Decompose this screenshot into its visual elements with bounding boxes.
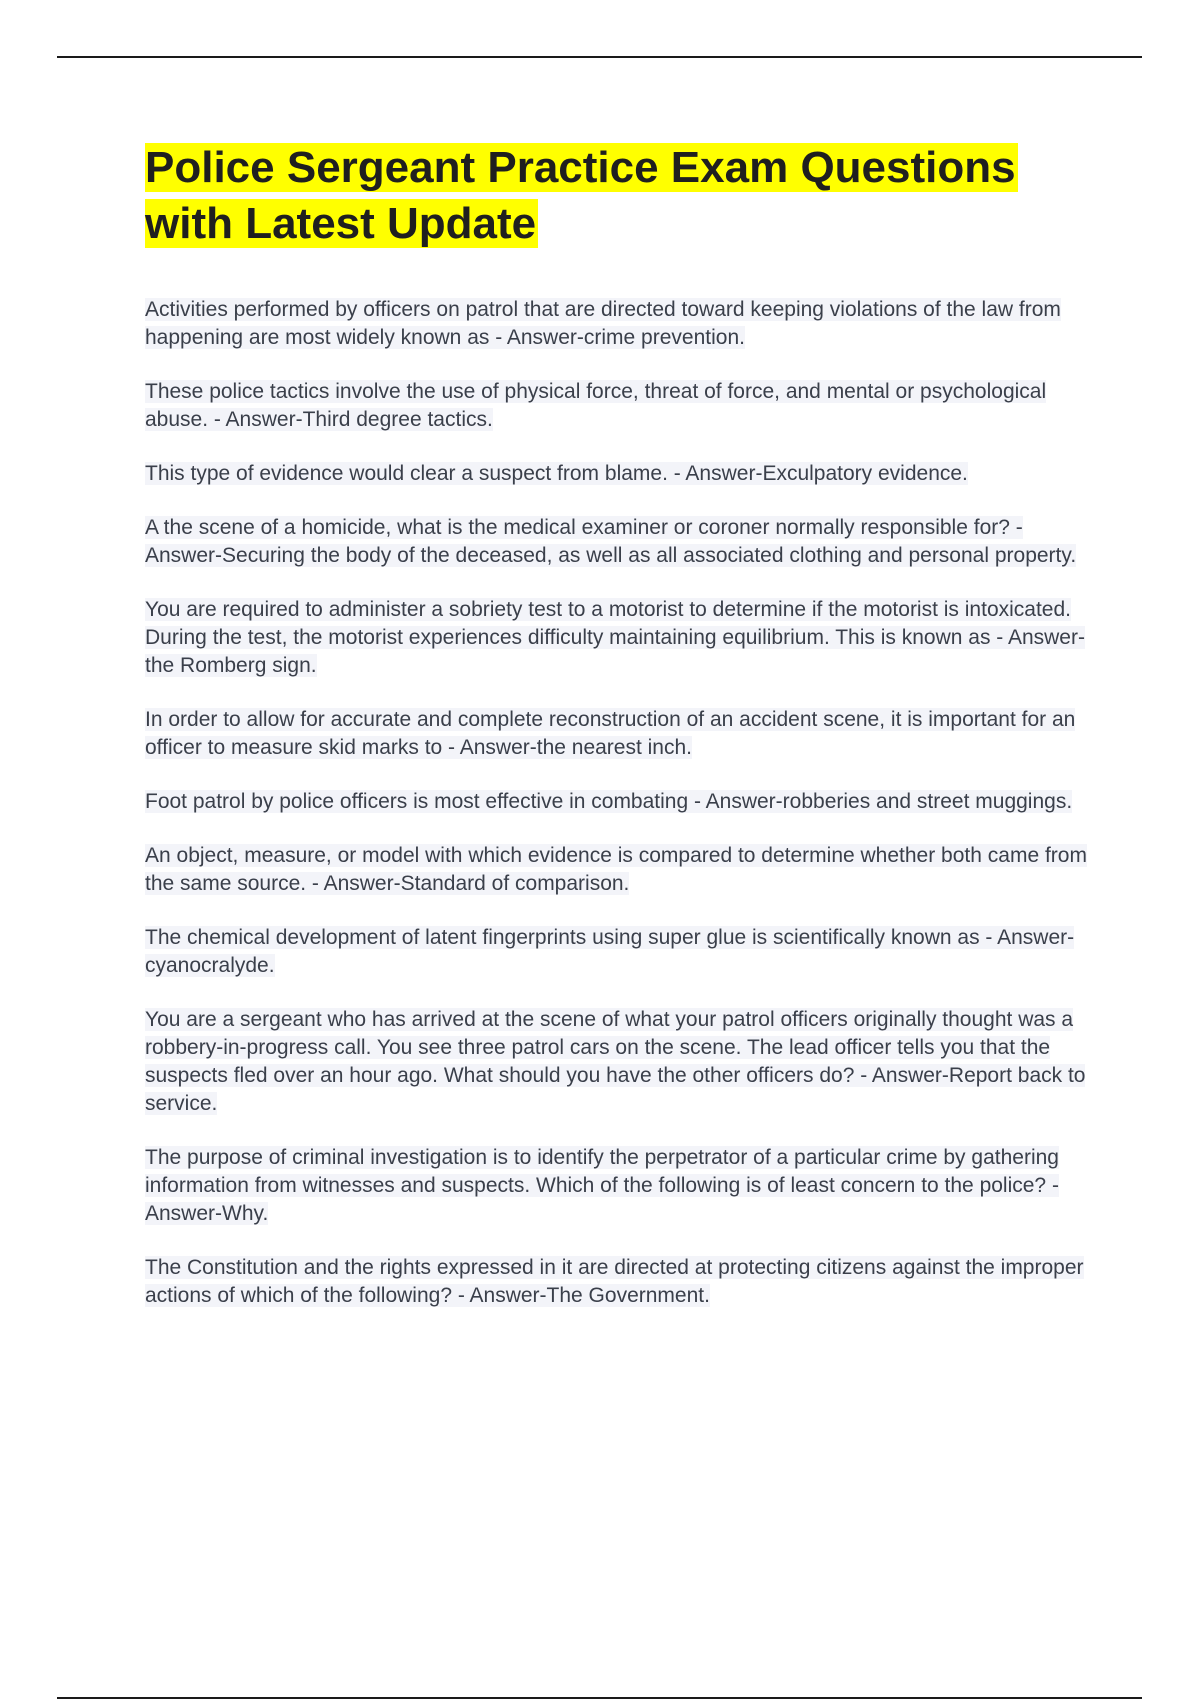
- question-list: [145, 296, 1095, 1310]
- question-text: Activities performed by officers on patrol that are directed toward keeping violations of the law from happening are most widely known as - Answer-crime prevention.: [145, 298, 1061, 349]
- question-item: [145, 460, 1095, 488]
- top-divider: [57, 56, 1142, 58]
- question-item: [145, 296, 1095, 352]
- question-item: [145, 1006, 1095, 1118]
- document-title: [145, 140, 1095, 252]
- question-text: You are required to administer a sobriety test to a motorist to determine if the motorist is intoxicated. During the test, the motorist experiences difficulty maintaining equilibrium. This is known as - Answer-the Romberg sign.: [145, 598, 1085, 677]
- question-item: [145, 514, 1095, 570]
- question-text: The Constitution and the rights expressed in it are directed at protecting citizens against the improper actions of which of the following? - Answer-The Government.: [145, 1256, 1084, 1307]
- question-text: You are a sergeant who has arrived at the scene of what your patrol officers originally thought was a robbery-in-progress call. You see three patrol cars on the scene. The lead officer tells you that the suspects fled over an hour ago. What should you have the other officers do? - Answer-Report back to service.: [145, 1008, 1086, 1115]
- question-text: These police tactics involve the use of physical force, threat of force, and mental or psychological abuse. - Answer-Third degree tactics.: [145, 380, 1047, 431]
- question-item: [145, 1254, 1095, 1310]
- question-item: [145, 1144, 1095, 1228]
- question-text: A the scene of a homicide, what is the medical examiner or coroner normally responsible for? - Answer-Securing the body of the deceased, as well as all associated clothing and personal property.: [145, 516, 1077, 567]
- document-body: [145, 140, 1095, 1336]
- question-item: [145, 788, 1095, 816]
- question-text: An object, measure, or model with which evidence is compared to determine whether both came from the same source. - Answer-Standard of comparison.: [145, 844, 1087, 895]
- question-text: Foot patrol by police officers is most effective in combating - Answer-robberies and street muggings.: [145, 790, 1073, 813]
- question-text: In order to allow for accurate and complete reconstruction of an accident scene, it is important for an officer to measure skid marks to - Answer-the nearest inch.: [145, 708, 1076, 759]
- document-title-text: Police Sergeant Practice Exam Questions with Latest Update: [145, 143, 1016, 248]
- question-item: [145, 842, 1095, 898]
- bottom-divider: [57, 1697, 1142, 1699]
- question-text: The purpose of criminal investigation is to identify the perpetrator of a particular crime by gathering information from witnesses and suspects. Which of the following is of least concern to the police? - Answer-Why.: [145, 1146, 1059, 1225]
- question-item: [145, 596, 1095, 680]
- question-item: [145, 378, 1095, 434]
- question-item: [145, 706, 1095, 762]
- question-item: [145, 924, 1095, 980]
- question-text: The chemical development of latent fingerprints using super glue is scientifically known as - Answer-cyanocralyde.: [145, 926, 1075, 977]
- question-text: This type of evidence would clear a suspect from blame. - Answer-Exculpatory evidence.: [145, 462, 968, 485]
